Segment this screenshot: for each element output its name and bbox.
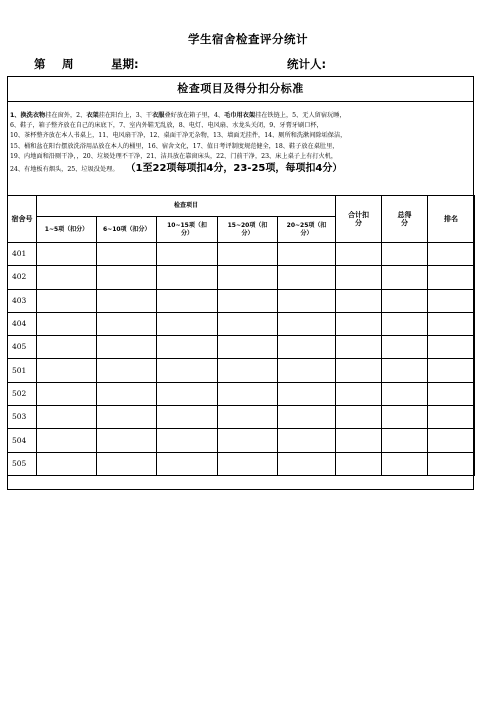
score-cell[interactable] [382, 382, 428, 405]
score-cell[interactable] [382, 266, 428, 289]
sub-header-4: 15~20项（扣分） [218, 217, 278, 243]
score-cell[interactable] [336, 289, 382, 312]
room-number: 505 [8, 452, 37, 475]
rules-line-4: 15、桶和盆在阳台摆放洗浴用品放在本人的桶里，16、宿舍文化，17、值日考评制度规范健全，18、鞋子放在桌肚里， [10, 142, 339, 150]
table-row [8, 382, 475, 405]
rules-line-1-seg: 衣架 [86, 112, 99, 119]
rules-line-1-seg: 叠好放在箱子里，4、 [164, 112, 225, 119]
score-cell[interactable] [428, 289, 475, 312]
score-cell[interactable] [278, 452, 336, 475]
rules-line-1-seg: 毛巾用衣架 [224, 112, 256, 119]
score-cell[interactable] [218, 382, 278, 405]
score-cell[interactable] [218, 289, 278, 312]
score-cell[interactable] [428, 429, 475, 452]
score-cell[interactable] [157, 289, 218, 312]
score-cell[interactable] [336, 243, 382, 266]
rules-line-1-seg: 挂在阳台上，3、干 [98, 112, 153, 119]
counter-label: 统计人: [287, 57, 327, 71]
rules-line-2: 6、鞋子，箱子整齐放在自己的床底下，7、室内外鞋无乱放，8、电灯、电风扇、水龙头关闭，9、牙膏牙刷口杯， [10, 122, 323, 130]
score-cell[interactable] [428, 359, 475, 382]
rules-line-1-seg: 换洗衣物 [20, 112, 46, 119]
score-table [7, 195, 475, 476]
score-cell[interactable] [157, 336, 218, 359]
counter-field[interactable] [330, 56, 410, 68]
score-cell[interactable] [37, 336, 97, 359]
table-row [8, 359, 475, 382]
table-row [8, 429, 475, 452]
room-number: 403 [8, 289, 37, 312]
rules-summary: （1至22项每项扣4分，23-25项，每项扣4分） [130, 163, 343, 175]
rules-line-1-seg: 衣服 [152, 112, 165, 119]
score-cell[interactable] [428, 406, 475, 429]
score-cell[interactable] [37, 312, 97, 335]
score-cell[interactable] [218, 312, 278, 335]
score-cell[interactable] [37, 359, 97, 382]
score-cell[interactable] [97, 359, 157, 382]
room-number: 402 [8, 266, 37, 289]
score-cell[interactable] [37, 382, 97, 405]
score-cell[interactable] [157, 382, 218, 405]
rules-line-1-seg: 1、 [10, 112, 21, 119]
score-cell[interactable] [97, 243, 157, 266]
score-cell[interactable] [428, 312, 475, 335]
score-cell[interactable] [218, 359, 278, 382]
table-row [8, 452, 475, 475]
score-cell[interactable] [336, 266, 382, 289]
score-cell[interactable] [428, 336, 475, 359]
week-label: 第 [34, 57, 46, 71]
score-cell[interactable] [157, 452, 218, 475]
score-cell[interactable] [382, 452, 428, 475]
rules-line-1-seg: 挂在铁链上，5、无人留宿玩睡， [255, 112, 346, 119]
score-cell[interactable] [37, 429, 97, 452]
weekday-label: 星期: [111, 57, 139, 71]
score-cell[interactable] [97, 312, 157, 335]
table-row [8, 406, 475, 429]
table-row [8, 243, 475, 266]
room-number: 405 [8, 336, 37, 359]
sub-header-3: 10~15项（扣分） [157, 217, 218, 243]
room-number: 401 [8, 243, 37, 266]
score-cell[interactable] [218, 243, 278, 266]
score-cell[interactable] [218, 406, 278, 429]
score-cell[interactable] [382, 359, 428, 382]
table-row [8, 266, 475, 289]
rules-line-1-seg: 挂在窗外，2、 [45, 112, 87, 119]
score-cell[interactable] [157, 312, 218, 335]
score-cell[interactable] [218, 452, 278, 475]
sub-header-2: 6~10项（扣分） [97, 217, 157, 243]
page-title: 学生宿舍检查评分统计 [188, 32, 308, 46]
room-number: 504 [8, 429, 37, 452]
score-cell[interactable] [382, 336, 428, 359]
score-cell[interactable] [278, 359, 336, 382]
score-cell[interactable] [382, 406, 428, 429]
score-cell[interactable] [97, 429, 157, 452]
score-cell[interactable] [37, 243, 97, 266]
score-cell[interactable] [382, 312, 428, 335]
score-cell[interactable] [97, 382, 157, 405]
rules-line-6 [10, 162, 472, 177]
score-cell[interactable] [157, 243, 218, 266]
room-header: 宿舍号 [8, 196, 37, 243]
score-cell[interactable] [37, 452, 97, 475]
score-cell[interactable] [278, 243, 336, 266]
score-cell[interactable] [428, 266, 475, 289]
score-cell[interactable] [336, 359, 382, 382]
score-cell[interactable] [37, 289, 97, 312]
total-deduct-header: 合计扣分 [336, 196, 382, 243]
rules-line-1 [10, 111, 472, 121]
total-score-header: 总得分 [382, 196, 428, 243]
score-cell[interactable] [278, 429, 336, 452]
rules-line-6-text: 24、有地板有烟头，25、垃圾没处理。 [10, 166, 119, 174]
score-cell[interactable] [336, 406, 382, 429]
room-number: 404 [8, 312, 37, 335]
score-cell[interactable] [336, 429, 382, 452]
rules-line-5: 19、内地面和沿厕干净，，20、垃圾处理不干净，21、洁具放在靠窗床头，22、门前干净，23、床上桌子上有打火机， [10, 152, 338, 160]
score-cell[interactable] [157, 266, 218, 289]
score-cell[interactable] [278, 312, 336, 335]
week-suffix: 周 [62, 57, 74, 71]
score-cell[interactable] [382, 429, 428, 452]
score-cell[interactable] [97, 266, 157, 289]
room-number: 502 [8, 382, 37, 405]
score-cell[interactable] [278, 406, 336, 429]
score-cell[interactable] [218, 336, 278, 359]
group-header: 检查项目 [37, 196, 336, 217]
score-cell[interactable] [428, 452, 475, 475]
score-cell[interactable] [278, 266, 336, 289]
rank-header: 排名 [428, 196, 475, 243]
score-cell[interactable] [157, 429, 218, 452]
rules-line-3: 10、茶杯整齐放在本人书桌上，11、电风扇干净，12、桌面干净无杂物，13、墙面无挂件，14、厕所和洗漱间除垢保洁， [10, 132, 347, 140]
rules-text [10, 111, 472, 177]
sub-header-5: 20~25项（扣分） [278, 217, 336, 243]
table-row [8, 312, 475, 335]
score-cell[interactable] [278, 289, 336, 312]
score-cell[interactable] [97, 406, 157, 429]
score-cell[interactable] [157, 359, 218, 382]
score-cell[interactable] [278, 336, 336, 359]
weekday-field[interactable] [150, 56, 250, 68]
score-cell[interactable] [428, 382, 475, 405]
score-cell[interactable] [336, 452, 382, 475]
room-number: 503 [8, 406, 37, 429]
score-cell[interactable] [382, 289, 428, 312]
score-cell[interactable] [37, 406, 97, 429]
table-row [8, 336, 475, 359]
score-cell[interactable] [218, 266, 278, 289]
score-cell[interactable] [336, 312, 382, 335]
score-cell[interactable] [382, 243, 428, 266]
score-cell[interactable] [97, 289, 157, 312]
section-title: 检查项目及得分扣分标准 [7, 76, 474, 102]
score-cell[interactable] [336, 382, 382, 405]
room-number: 501 [8, 359, 37, 382]
score-cell[interactable] [336, 336, 382, 359]
score-cell[interactable] [278, 382, 336, 405]
score-cell[interactable] [218, 429, 278, 452]
score-cell[interactable] [428, 243, 475, 266]
table-row [8, 289, 475, 312]
week-field[interactable] [48, 56, 58, 68]
sub-header-1: 1~5项（扣分） [37, 217, 97, 243]
score-cell[interactable] [97, 452, 157, 475]
score-cell[interactable] [157, 406, 218, 429]
score-cell[interactable] [97, 336, 157, 359]
score-cell[interactable] [37, 266, 97, 289]
